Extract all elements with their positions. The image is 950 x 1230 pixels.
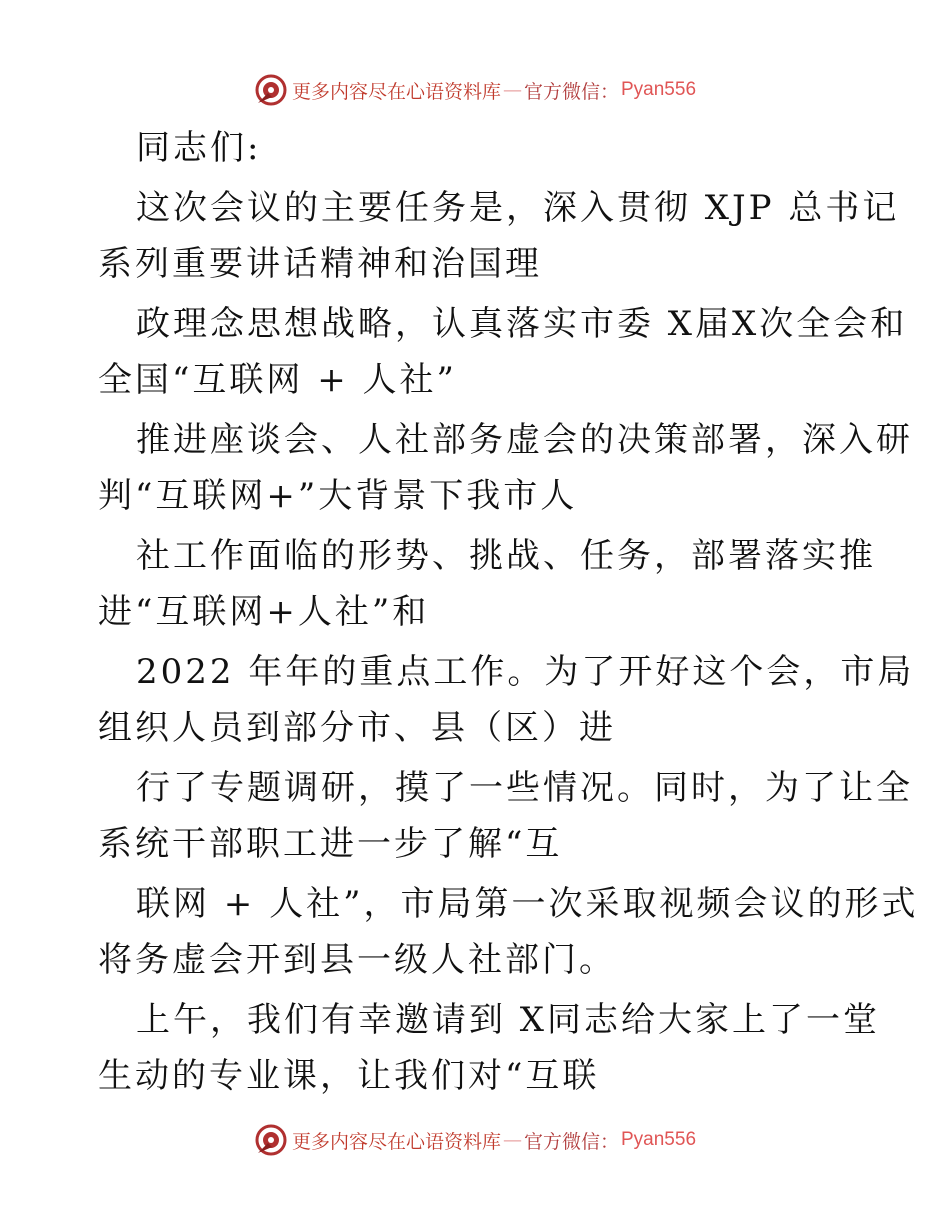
pen-logo-icon (254, 73, 288, 107)
watermark-text: 更多内容尽在心语资料库 (291, 80, 501, 103)
text-line: 组织人员到部分市、县（区）进 (98, 708, 616, 748)
watermark-wechat-id: Pyan556 (621, 1129, 697, 1150)
header-watermark (0, 70, 950, 110)
text-line: 联网 + 人社”，市局第一次采取视频会议的形式 (136, 884, 919, 924)
text-line: 推进座谈会、人社部务虚会的决策部署，深入研 (136, 420, 913, 460)
text-line: 将务虚会开到县一级人社部门。 (98, 940, 616, 980)
text-line: 这次会议的主要任务是，深入贯彻 XJP 总书记 (136, 188, 900, 228)
text-line: 社工作面临的形势、挑战、任务，部署落实推 (136, 536, 876, 576)
pen-logo-icon (254, 1123, 288, 1157)
text-line: 2022 年年的重点工作。为了开好这个会，市局 (136, 652, 915, 692)
watermark-dash: — (502, 1129, 522, 1151)
text-line: 系统干部职工进一步了解“互 (98, 824, 563, 864)
text-line: 全国“互联网 + 人社” (98, 360, 457, 400)
watermark-text: 更多内容尽在心语资料库 (291, 1130, 501, 1153)
footer-watermark (0, 1120, 950, 1160)
text-line: 进“互联网+人社”和 (98, 592, 430, 632)
watermark-wechat-label: 官方微信： (523, 80, 619, 103)
text-line: 行了专题调研，摸了一些情况。同时，为了让全 (136, 768, 913, 808)
watermark-wechat-label: 官方微信： (523, 1130, 619, 1153)
watermark-dash: — (502, 79, 522, 101)
text-line: 上午，我们有幸邀请到 X同志给大家上了一堂 (136, 1000, 881, 1040)
text-line: 政理念思想战略，认真落实市委 X届X次全会和 (136, 304, 908, 344)
text-line: 判“互联网+”大背景下我市人 (98, 476, 578, 516)
watermark-wechat-id: Pyan556 (621, 79, 697, 100)
text-line: 同志们: (136, 128, 262, 168)
text-line: 系列重要讲话精神和治国理 (98, 244, 542, 284)
text-line: 生动的专业课，让我们对“互联 (98, 1056, 600, 1096)
